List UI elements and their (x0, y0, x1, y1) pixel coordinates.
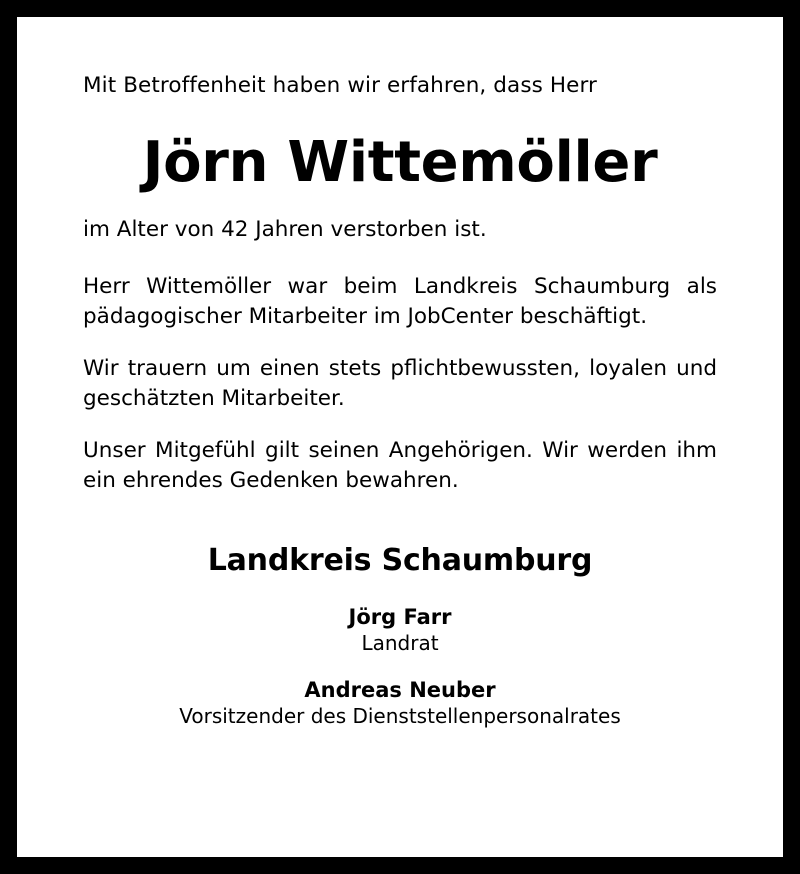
intro-text: Mit Betroffenheit haben wir erfahren, dass Herr (83, 73, 597, 98)
signatory-name-2: Andreas Neuber (304, 678, 496, 703)
age-line: im Alter von 42 Jahren verstorben ist. (83, 216, 487, 242)
signatory-name-1: Jörg Farr (348, 604, 452, 629)
signature-block (83, 543, 717, 730)
paragraph-employment: Herr Wittemöller war beim Landkreis Schaumburg als pädagogischer Mitarbeiter im JobCenter beschäftigt. (83, 273, 717, 330)
paragraph-mourning: Wir trauern um einen stets pflichtbewussten, loyalen und geschätzten Mitarbeiter. (83, 355, 717, 412)
paragraph-condolences: Unser Mitgefühl gilt seinen Angehörigen. Wir werden ihm ein ehrendes Gedenken bewahren. (83, 437, 717, 494)
deceased-name: Jörn Wittemöller (142, 130, 658, 196)
organization-name: Landkreis Schaumburg (207, 542, 593, 578)
signatory-role-2: Vorsitzender des Dienststellenpersonalrates (179, 704, 621, 729)
obituary-content (17, 17, 783, 857)
signatory-role-1: Landrat (361, 631, 439, 656)
signatory-divider (83, 656, 717, 677)
